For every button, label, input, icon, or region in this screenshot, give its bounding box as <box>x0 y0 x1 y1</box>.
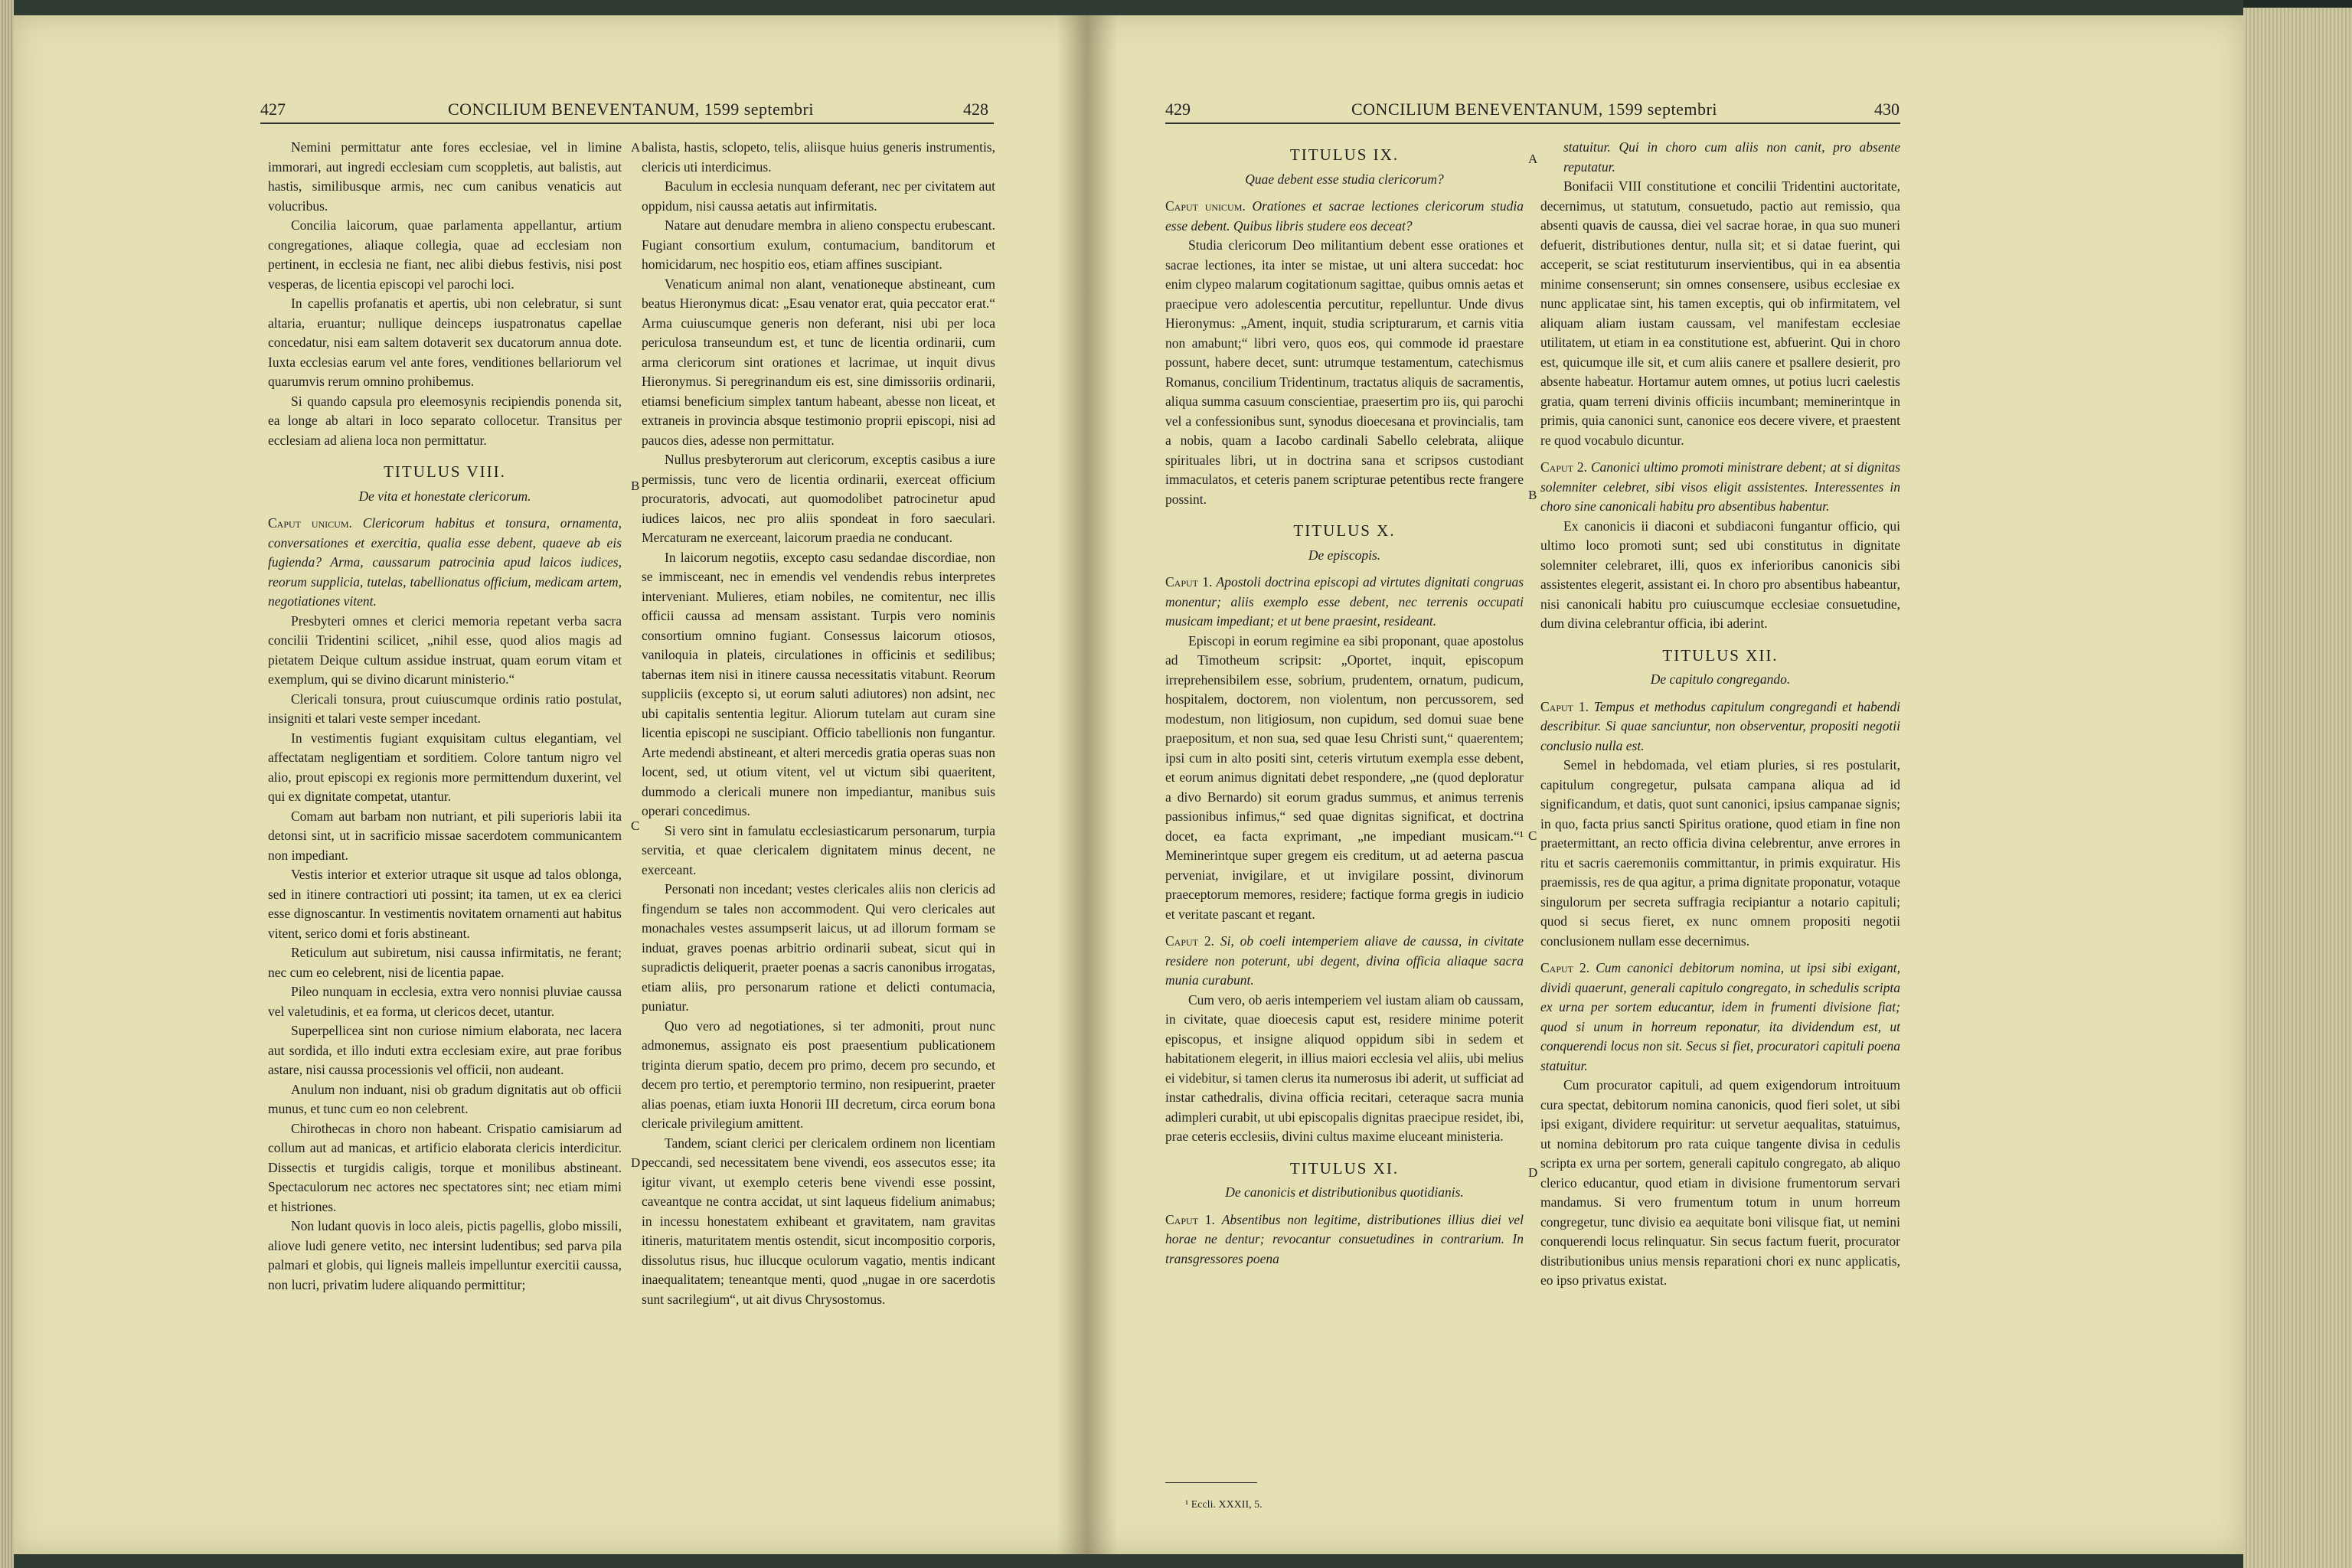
running-head-left: CONCILIUM BENEVENTANUM, 1599 septembri <box>448 100 814 119</box>
right-page-column-2 <box>1540 138 1900 1508</box>
caput-heading <box>1540 458 1900 517</box>
caput-heading <box>1165 932 1524 991</box>
paragraph: Clericali tonsura, prout cuiuscumque ordinis ratio postulat, insigniti et talari veste semper incedant. <box>268 691 622 726</box>
paragraph: Baculum in ecclesia nunquam deferant, nec per civitatem aut oppidum, nisi caussa aetatis aut infirmitatis. <box>642 178 995 214</box>
right-page-edges <box>2243 8 2352 1568</box>
caput-summary: Tempus et methodus capitulum congregandi et habendi describitur. Si quae sanciuntur, non observentur, propositi negotii conclusio nulla est. <box>1540 698 1900 753</box>
paragraph: Cum vero, ob aeris intemperiem vel iustam aliam ob caussam, in civitate, quae dioecesis caput est, residere minime poterit episcopus, et insigne aliquod oppidum sibi in sedem et habitationem elegerit, in illius maiori ecclesia vel aliis, ubi melius ei videbitur, si tamen clerus ita numerosus ibi aderit, ut sufficiat ad instar cathedralis, divina officia recitari, ceteraque sacra munia adimpleri curabit, ut ubi episcopalis dignitas praecipue residet, ibi, prae ceteris ecclesiis, divini cultus maxime eluceant ministeria. <box>1165 991 1524 1144</box>
book-gutter <box>1057 15 1118 1554</box>
caput-summary: Canonici ultimo promoti ministrare debent; at si dignitas solemniter celebret, sibi visos eligit assistentes. Interessentes in choro sine canonicali habitu pro absentibus habentur. <box>1540 459 1900 514</box>
subtitle-viii: De vita et honestate clericorum. <box>358 488 531 504</box>
paragraph: balista, hastis, sclopeto, telis, aliisque huius generis instrumentis, clericis uti interdicimus. <box>642 139 995 175</box>
paragraph: Bonifacii VIII constitutione et concilii Tridentini auctoritate, decernimus, ut statutum, consuetudo, pactio aut remissio, qua absenti quavis de caussa, diei vel sacrae horae, in qua suo muneri defuerit, distributiones dentur, nulla sit; et si datae fuerint, qui acceperit, se sciat restituturum inservientibus, qui in ea absentia minime consenserunt; sin omnes consensere, usibus ecclesiae ex nunc applicatae sint, his tamen exceptis, qui ob infirmitatem, vel aliquam aliam iustam caussam, vel manifestam ecclesiae utilitatem, ut etiam in ea constitutione est, abfuerint. Qui in choro est, quicumque ille sit, et cum aliis canere et psallere desierit, pro absente habeatur. Hortamur autem omnes, ut potius lucri caelestis gratia, quam terreni divinis officiis incumbant; meminerintque in primis, quia canonici sunt, canonice eos decere vivere, et praestent re quod vocabulo dicuntur. <box>1540 178 1900 448</box>
footnote-rule <box>1165 1482 1257 1483</box>
paragraph: Concilia laicorum, quae parlamenta appellantur, artium congregationes, aliaque collegia, quae ad ecclesiam non pertinent, in ecclesia ne fiant, nec alibi diebus festivis, nisi post vesperas, de licentia episcopi vel parochi loci. <box>268 217 622 292</box>
paragraph: Tandem, sciant clerici per clericalem ordinem non licentiam peccandi, sed necessitatem bene vivendi, eos assecutos esse; ita igitur vivant, ut exemplo ceteris bene vivendi esse possint, caveantque ne contra accidat, ut sint laqueus fidelium animabus; in incessu honestatem exhibeant et gravitatem, nam gravitas itineris, maturitatem mentis ostendit, sicut incompositio corporis, dissolutus risus, huc illucque oculorum vagatio, mentis indicant inaequalitatem; teneantque menti, quod „nugae in ore sacerdotis sunt sacrilegium“, ut ait divus Chrysostomus. <box>642 1135 995 1307</box>
page-number-430: 430 <box>1874 100 1900 119</box>
right-page-column-1 <box>1165 138 1524 1470</box>
page-number-428: 428 <box>963 100 988 119</box>
caput-heading <box>1165 197 1524 236</box>
caput-label: Caput 1. <box>1540 698 1589 714</box>
margin-marker-a: A <box>631 140 641 155</box>
paragraph: Reticulum aut subiretum, nisi caussa infirmitatis, ne ferant; nec cum eo celebrent, nisi de licentia papae. <box>268 945 622 980</box>
paragraph: Episcopi in eorum regimine ea sibi proponant, quae apostolus ad Timotheum scripsit: „Oportet, inquit, episcopum irreprehensibilem esse, sobrium, prudentem, ornatum, pudicum, hospitalem, doctorem, non violentum, non percussorem, sed modestum, non litigiosum, non cupidum, sed domui suae bene praepositum, et non sua, sed quae Iesu Christi sunt,“ quaerentem; ipsi cum in alto positi sint, ceteris virtutum exempla esse debent, et eorum animus dignitati debet respondere, „ne (quod deploratur a divo Bernardo) sit eorum gradus summus, et animus terrenis passionibus infimus,“ sed quae dignitas significat, et doctrina docet, ea facta exprimant, „ne impediant musicam.“¹ Meminerintque super gregem eis creditum, ut ad aeterna pascua perveniat, invigilare, et ut invigilare possint, divinorum praeceptorum memores, residere; factique forma gregis in iudicio et veritate pascant et regant. <box>1165 632 1524 922</box>
subtitle-xi: De canonicis et distributionibus quotidianis. <box>1225 1184 1464 1200</box>
paragraph: Ex canonicis ii diaconi et subdiaconi fungantur officio, qui ultimo loco promoti sunt; sed ubi constitutus in dignitate solemniter celebraret, illi, quos ex inferioribus canonicis sibi assistentes elegerit, assistant ei. In choro pro absentibus habeantur, nisi canonicali habitu pro cuiuscumque ecclesiae consuetudine, dum divina celebrantur officia, ibi aderint. <box>1540 518 1900 631</box>
caput-heading <box>1540 959 1900 1076</box>
header-rule-right <box>1165 122 1900 124</box>
left-page-edges <box>0 0 14 1568</box>
margin-marker-a: A <box>1528 152 1538 166</box>
caput-summary: Si, ob coeli intemperiem aliave de caussa, in civitate residere non poterunt, ubi degent, divina officia aliaque sacra munia curabunt. <box>1165 933 1524 988</box>
margin-marker-c: C <box>1528 828 1537 843</box>
subtitle-ix: Quae debent esse studia clericorum? <box>1245 171 1444 187</box>
paragraph: Personati non incedant; vestes clericales aliis non clericis ad fingendum se tales non accommodent. Qui vero clericales aut monachales vestes assumpserit laicus, ut ad illorum formam se induat, graves poenas arbitrio ordinarii subeat, sicut qui in supradictis deliquerit, praeter poenas a sacris canonibus irrogatas, etiam aliis, pro personarum ratione et delicti contumacia, puniatur. <box>642 881 995 1014</box>
margin-marker-b: B <box>631 479 640 493</box>
paragraph: Superpellicea sint non curiose nimium elaborata, nec lacera aut sordida, et illo induti extra ecclesiam exire, aut prae foribus astare, nisi caussa processionis vel officii, non audeant. <box>268 1023 622 1077</box>
margin-marker-d: D <box>1528 1165 1538 1180</box>
margin-marker-c: C <box>631 818 640 833</box>
title-ix: TITULUS IX. <box>1289 145 1400 164</box>
caput-summary: Apostoli doctrina episcopi ad virtutes dignitati congruas monentur; aliis exemplo esse debent, nec terrenis occupati musicam impediant; et ut bene praesint, resideant. <box>1165 574 1524 629</box>
header-rule-left <box>260 122 994 124</box>
running-head-right: CONCILIUM BENEVENTANUM, 1599 septembri <box>1351 100 1717 119</box>
caput-label: Caput unicum. <box>1165 198 1246 214</box>
caput-summary: statuitur. Qui in choro cum aliis non canit, pro absente reputatur. <box>1563 139 1900 175</box>
paragraph: Semel in hebdomada, vel etiam pluries, si res postularit, capitulum congregetur, pulsata campana aliqua ad id significandum, et datis, quot sunt canonici, ipsius campanae signis; in quo, facta prius sancti Spiritus oratione, quod etiam in fine non praetermittant, an recto officia divina celebrentur, anve errores in ritu et sacris caeremoniis committantur, in primis exquiratur. His praemissis, res de qua agitur, a prima dignitate proponatur, votaque singulorum per secreta suffragia recipiantur a notario capituli; quod si secus fieret, ex nunc omnem propositi negotii conclusionem nullam esse decernimus. <box>1540 757 1900 949</box>
background-strip <box>2243 0 2352 8</box>
paragraph: Anulum non induant, nisi ob gradum dignitatis aut ob officii munus, et tunc cum eo non celebrent. <box>268 1081 622 1116</box>
paragraph: Nemini permittatur ante fores ecclesiae, vel in limine immorari, aut ingredi ecclesiam cum scoppletis, aut balistis, aut hastis, similibusque armis, nec cum canibus venaticis aut volucribus. <box>268 139 622 214</box>
caput-heading <box>1165 1210 1524 1269</box>
caput-label: Caput 2. <box>1540 459 1587 475</box>
paragraph: In vestimentis fugiant exquisitam cultus elegantiam, vel affectatam negligentiam et sorditiem. Colore tantum nigro vel alio, prout episcopi ex regionis more permittendum duxerint, vel qui ex dignitate competat, utantur. <box>268 730 622 804</box>
margin-marker-d: D <box>631 1155 641 1170</box>
caput-heading <box>1540 697 1900 756</box>
caput-label: Caput 2. <box>1540 960 1590 975</box>
caput-summary: Cum canonici debitorum nomina, ut ipsi sibi exigant, dividi quaerunt, generali capitulo congregato, in schedulis scripta ex urna per sortem educantur, idem in frumenti divisione fiat; quod si unum in horreum reponatur, ita dividendum est, ut conquerendi locus non sit. Secus si fiet, procuratori capituli poena statuitur. <box>1540 960 1900 1073</box>
title-viii: TITULUS VIII. <box>384 462 506 481</box>
paragraph: Non ludant quovis in loco aleis, pictis pagellis, globo missili, aliove ludi genere vetito, nec intersint ludentibus; sed parva pila palmari et globis, qui ligneis malleis impelluntur exercitii caussa, non lucri, privatim ludere aliquando permittitur; <box>268 1218 622 1292</box>
paragraph: Presbyteri omnes et clerici memoria repetant verba sacra concilii Tridentini scilicet, „nihil esse, quod alios magis ad pietatem Deique cultum assidue instruat, quam eorum vitam et exemplum, qui se divino dicarunt ministerio.“ <box>268 612 622 687</box>
caput-summary: Absentibus non legitime, distributiones illius diei vel horae ne dentur; revocantur consuetudines in contrarium. In transgressores poena <box>1165 1211 1524 1266</box>
margin-marker-b: B <box>1528 488 1537 502</box>
paragraph: Chirothecas in choro non habeant. Crispatio camisiarum ad collum aut ad manicas, et artificio elaborata clericis interdicitur. Dissectis et turgidis caligis, torque et monilibus abstineant. Spectaculorum nec actores nec spectatores sint; nec etiam mimi et histriones. <box>268 1120 622 1214</box>
title-x: TITULUS X. <box>1293 521 1396 540</box>
caput-label: Caput unicum. <box>268 515 352 531</box>
paragraph: Quo vero ad negotiationes, si ter admoniti, prout nunc admonemus, assignato eis post praesentium publicationem triginta dierum spatio, decem pro primo, decem pro secundo, et decem pro tertio, et peremptorio termino, non resipuerint, praeter alias poenas, etiam iuxta Honorii III decretum, circa eorum bona clericale privilegium amittent. <box>642 1018 995 1131</box>
subtitle-x: De episcopis. <box>1308 547 1381 563</box>
paragraph: Pileo nunquam in ecclesia, extra vero nonnisi pluviae caussa vel valetudinis, et ea forma, ut clericos decet, utantur. <box>268 984 622 1019</box>
caput-summary: Clericorum habitus et tonsura, ornamenta, conversationes et exercitia, qualia esse debent, quaeve ab eis fugienda? Arma, caussarum patrocinia apud laicos iudices, reorum supplicia, tutelas, tabellionatus officium, medicam artem, negotiationes vitent. <box>268 515 622 609</box>
footnote: ¹ Eccli. XXXII, 5. <box>1185 1499 1263 1511</box>
page-number-429: 429 <box>1165 100 1191 119</box>
caput-continuation <box>1540 138 1900 177</box>
paragraph: In capellis profanatis et apertis, ubi non celebratur, si sunt altaria, eruantur; nullique deinceps iuspatronatus capellae concedatur, nisi eam saltem dotaverit sex ducatorum annua dote. Iuxta ecclesias earum vel ante fores, venditiones bellariorum vel quarumvis rerum omnino prohibemus. <box>268 296 622 389</box>
paragraph: Cum procurator capituli, ad quem exigendorum introituum cura spectat, debitorum nomina canonicis, quod fieri solet, ut sibi ipsi exigant, dividere requiritur: ut servetur aequalitas, statuimus, ut nomina debitorum pro rata cuique tangente divisa in cedulis scripta ex urna per sortem, generali capitulo congregato, ab aliquo clerico educantur, quod etiam in divisione frumentorum servari mandamus. Si vero frumentum totum in unum horreum congregetur, tunc divisio ea aequitate boni vilisque fiat, ut nemini conquerendi locus relinquatur. Sin secus factum fuerit, procurator distributionibus unius mensis reparationi chori ex nunc applicatis, eo ipso privatus existat. <box>1540 1077 1900 1288</box>
paragraph: Vestis interior et exterior utraque sit usque ad talos oblonga, sed in itinere contractiori uti possint; ita tamen, ut ex ea clerici esse dignoscantur. In vestimentis novitatem ornamenti aut habitus vitent, serico domi et foris abstineant. <box>268 867 622 941</box>
caput-heading <box>268 514 622 612</box>
caput-label: Caput 1. <box>1165 1211 1215 1227</box>
title-xii: TITULUS XII. <box>1662 645 1779 665</box>
paragraph: In laicorum negotiis, excepto casu sedandae discordiae, non se immisceant, nec in emendis vel vendendis rebus interpretes interveniant. Mulieres, etiam nobiles, ne comitentur, nec illis officii caussa ad mensam assistant. Turpis vero nominis consortium omnino fugiant. Consessus laicorum otiosos, vaniloquia in plateis, circulationes in officinis et sedilibus; tabernas item nisi in itinere caussa necessitatis vitabunt. Reorum suppliciis (excepto si, ut eorum saluti adiutores) non adsint, nec ubi capitalis sententia legitur. Aliorum tutelam aut curam sine licentia episcopi ne suscipiant. Officio tabellionis non fungantur. Arte medendi abstineant, et alteri mercedis gratia operas suas non locent, sed, ut otium vitent, vel ut victum sibi quaeritent, dummodo a clericali munere non impediantur, manibus suis operari concedimus. <box>642 549 995 818</box>
caput-label: Caput 2. <box>1165 933 1214 949</box>
paragraph: Nullus presbyterorum aut clericorum, exceptis casibus a iure permissis, tunc vero de licentia ordinarii, exerceat officium procuratoris, advocati, aut quomodolibet patrocinetur apud iudices laicos, nec pro aliis spondeat in foro saeculari. Mercaturam ne exerceant, laicorum praedia ne conducant. <box>642 452 995 545</box>
title-xi: TITULUS XI. <box>1289 1158 1400 1178</box>
caput-heading <box>1165 573 1524 632</box>
paragraph: Comam aut barbam non nutriant, et pili superioris labii ita detonsi sint, ut in sacrificio missae sacerdotem communicantem non impediant. <box>268 808 622 863</box>
paragraph: Si quando capsula pro eleemosynis recipiendis ponenda sit, ea longe ab altari in loco separato collocetur. Transitus per ecclesiam ad aliena loca non permittatur. <box>268 393 622 448</box>
paragraph: Venaticum animal non alant, venationeque abstineant, cum beatus Hieronymus dicat: „Esau venator erat, quia peccator erat.“ Arma cuiuscumque generis non deferant, nisi ubi per loca periculosa transeundum est, et tunc de licentia ordinarii, cum arma clericorum sint orationes et lacrimae, ut inquit divus Hieronymus. Si peregrinandum eis est, sine dimissoriis ordinarii, etiamsi beneficium simplex tantum habeant, abesse non liceat, et extraneis in provincia absque testimonio proprii episcopi, nisi ad paucos dies, adesse non permittatur. <box>642 276 995 448</box>
page-number-427: 427 <box>260 100 286 119</box>
paragraph: Studia clericorum Deo militantium debent esse orationes et sacrae lectiones, ita inter se mistae, ut uni altera succedat: hoc enim clypeo malarum cogitationum sagittae, quibus omnis aetas et praecipue vero adolescentia percutitur, repelluntur. Unde divus Hieronymus: „Ament, inquit, studia scripturarum, et carnis vitia non amabunt;“ libri vero, quos eos, qui commode id praestare possunt, habere decet, sunt: utrumque testamentum, catechismus Romanus, concilium Tridentinum, tractatus aliquis de sacramentis, aliqua summa casuum conscientiae, praesertim pro iis, qui parochi vel a confessionibus sunt, synodus dioecesana et provincialis, tam a nobis, quam a Iacobo cardinali Sabello celebrata, aliique spirituales libri, ut in doctrina sana et scripsos custodiant immaculatos, et ceteris panem scripturae petentibus recte frangere possint. <box>1165 237 1524 507</box>
left-page-column-2 <box>642 138 995 1501</box>
caput-summary: Orationes et sacrae lectiones clericorum studia esse debent. Quibus libris studere eos deceat? <box>1165 198 1524 234</box>
paragraph: Si vero sint in famulatu ecclesiasticarum personarum, turpia servitia, et quae clericalem dignitatem minus decent, ne exerceant. <box>642 822 995 877</box>
subtitle-xii: De capitulo congregando. <box>1650 671 1791 687</box>
left-page-column-1 <box>268 138 622 1501</box>
caput-label: Caput 1. <box>1165 574 1213 590</box>
paragraph: Natare aut denudare membra in alieno conspectu erubescant. Fugiant consortium exulum, contumacium, banditorum et homicidarum, nec hospitio eos, etiam affines suscipiant. <box>642 217 995 272</box>
